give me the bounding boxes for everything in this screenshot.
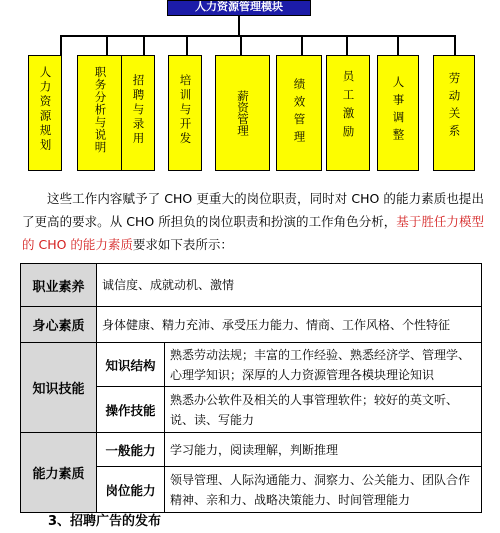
category-cell: 身心素质 — [21, 307, 97, 343]
value-cell: 熟悉办公软件及相关的人事管理软件；较好的英文听、说、读、写能力 — [165, 387, 482, 433]
subcategory-cell: 一般能力 — [97, 433, 165, 467]
paragraph-text: 这些工作内容赋予了 CHO 更重大的岗位职责，同时对 CHO 的能力素质也提出了更高的要求。从 CHO 所担负的岗位职责和扮演的工作角色分析， — [22, 191, 484, 229]
module-box-hr-planning — [28, 55, 62, 171]
module-box-training — [168, 55, 202, 171]
table-row — [21, 343, 482, 387]
competency-table — [20, 263, 482, 513]
section-heading: 3、招聘广告的发布 — [48, 514, 162, 529]
value-cell: 领导管理、人际沟通能力、洞察力、公关能力、团队合作精神、亲和力、战略决策能力、时间管理能力 — [165, 467, 482, 513]
module-label: 招聘与录用 — [131, 74, 146, 147]
module-connector — [454, 36, 456, 56]
module-connector — [240, 36, 242, 56]
subcategory-cell: 操作技能 — [97, 387, 165, 433]
table-row — [21, 433, 482, 467]
table-row — [21, 264, 482, 307]
module-connector — [143, 36, 145, 56]
root-connector — [238, 16, 240, 36]
intro-paragraph — [22, 187, 484, 256]
module-box-labor-relations — [433, 55, 475, 171]
category-cell: 能力素质 — [21, 433, 97, 513]
subcategory-cell: 岗位能力 — [97, 467, 165, 513]
root-module-box — [167, 0, 311, 16]
module-box-personnel-adjustment — [377, 55, 419, 171]
module-box-motivation — [326, 55, 370, 171]
value-cell: 学习能力，阅读理解，判断推理 — [165, 433, 482, 467]
value-cell: 熟悉劳动法规；丰富的工作经验、熟悉经济学、管理学、心理学知识；深厚的人力资源管理各模块理论知识 — [165, 343, 482, 387]
module-box-recruitment — [121, 55, 155, 171]
module-connector — [301, 36, 303, 56]
module-label: 人力资源规划 — [38, 66, 53, 153]
module-label: 劳动关系 — [447, 72, 462, 142]
module-label: 培训与开发 — [178, 74, 193, 147]
module-label: 职务分析与说明 — [93, 66, 108, 154]
table-row — [21, 307, 482, 343]
module-connector — [397, 36, 399, 56]
value-cell: 身体健康、精力充沛、承受压力能力、情商、工作风格、个性特征 — [97, 307, 482, 343]
category-cell: 职业素养 — [21, 264, 97, 307]
highlighted-text: 基于胜任力模型的 CHO 的能力素质 — [22, 214, 484, 252]
module-label: 人事调整 — [391, 76, 406, 146]
value-cell: 诚信度、成就动机、激情 — [97, 264, 482, 307]
module-label: 员工激励 — [341, 70, 356, 144]
root-module-label: 人力资源管理模块 — [195, 0, 283, 13]
subcategory-cell: 知识结构 — [97, 343, 165, 387]
paragraph-text-end: 要求如下表所示： — [132, 237, 233, 252]
module-connector — [346, 36, 348, 56]
module-box-performance — [276, 55, 322, 171]
module-connector — [106, 36, 108, 56]
module-box-compensation — [215, 55, 270, 171]
module-box-job-analysis — [77, 55, 123, 171]
module-connector — [186, 36, 188, 56]
category-cell: 知识技能 — [21, 343, 97, 433]
module-label: 薪资管理 — [236, 90, 250, 136]
module-label: 绩效管理 — [292, 78, 307, 148]
module-connector — [60, 36, 62, 56]
